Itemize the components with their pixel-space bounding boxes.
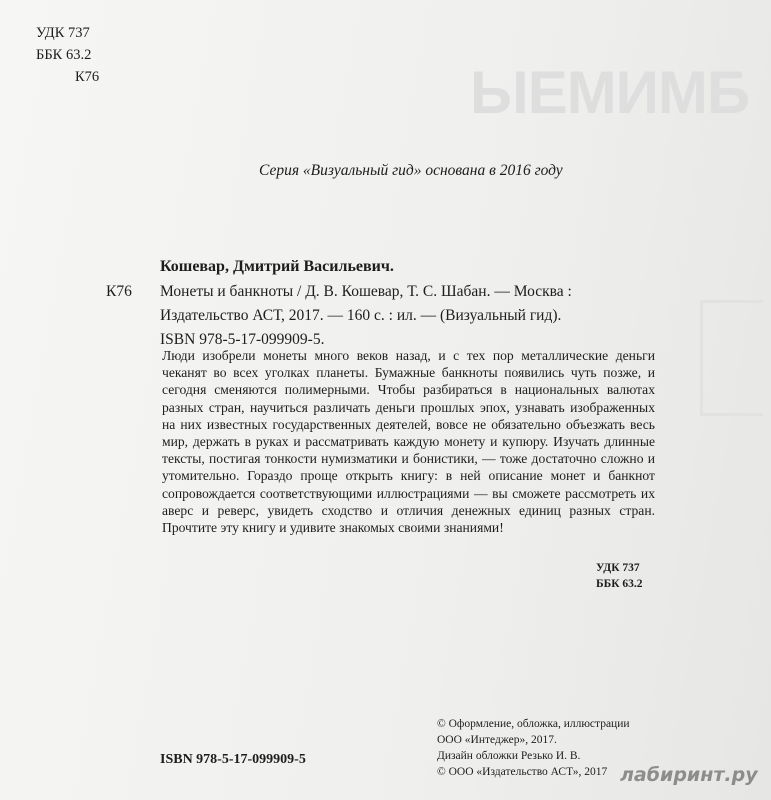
- credits-line-4: © ООО «Издательство АСТ», 2017: [437, 766, 608, 778]
- author-heading: Кошевар, Дмитрий Васильевич.: [160, 258, 394, 275]
- bibliography-isbn: ISBN 978-5-17-099909-5.: [160, 331, 325, 348]
- show-through-bracket: [700, 300, 763, 416]
- udk-code-top: УДК 737: [36, 25, 90, 41]
- credits-line-2: ООО «Интеджер», 2017.: [437, 734, 557, 746]
- bbk-code-top: ББК 63.2: [36, 47, 92, 63]
- show-through-text: ЫЕМИМБ: [470, 59, 749, 126]
- author-mark-top: К76: [75, 69, 100, 85]
- abstract: [162, 347, 655, 536]
- credits-line-1: © Оформление, обложка, иллюстрации: [437, 718, 630, 730]
- bibliography-line-1: Монеты и банкноты / Д. В. Кошевар, Т. С. Шабан. — Москва :: [160, 283, 572, 300]
- udk-code-bottom: УДК 737: [596, 562, 640, 574]
- series-note: Серия «Визуальный гид» основана в 2016 году: [259, 162, 563, 179]
- credits-line-3: Дизайн обложки Резько И. В.: [437, 750, 581, 762]
- author-mark-side: К76: [106, 283, 132, 300]
- abstract-text: Люди изобрели монеты много веков назад, и с тех пор металлические деньги чеканят во всех уголках планеты. Бумажные банкноты появились чуть позже, и сегодня сменяются полимерными. Чтобы разбираться в национальных валютах разных стран, научиться различать деньги прошлых эпох, узнавать изображенных на них известных государственных деятелей, вовсе не обязательно объезжать весь мир, держать в руках и рассматривать каждую монету и купюру. Изучать длинные тексты, постигая тонкости нумизматики и бонистики, — тоже достаточно сложно и утомительно. Гораздо проще открыть книгу: в ней описание монет и банкнот сопровождается соответствующими иллюстрациями — вы сможете рассмотреть их аверс и реверс, увидеть сходство и отличия денежных единиц разных стран. Прочтите эту книгу и удивите знакомых своими знаниями!: [162, 348, 655, 536]
- isbn-bottom: ISBN 978-5-17-099909-5: [160, 752, 306, 767]
- bibliography-line-2: Издательство АСТ, 2017. — 160 с. : ил. — (Визуальный гид).: [160, 307, 562, 324]
- bbk-code-bottom: ББК 63.2: [596, 578, 643, 590]
- labirint-watermark: лабиринт.ру: [620, 764, 758, 786]
